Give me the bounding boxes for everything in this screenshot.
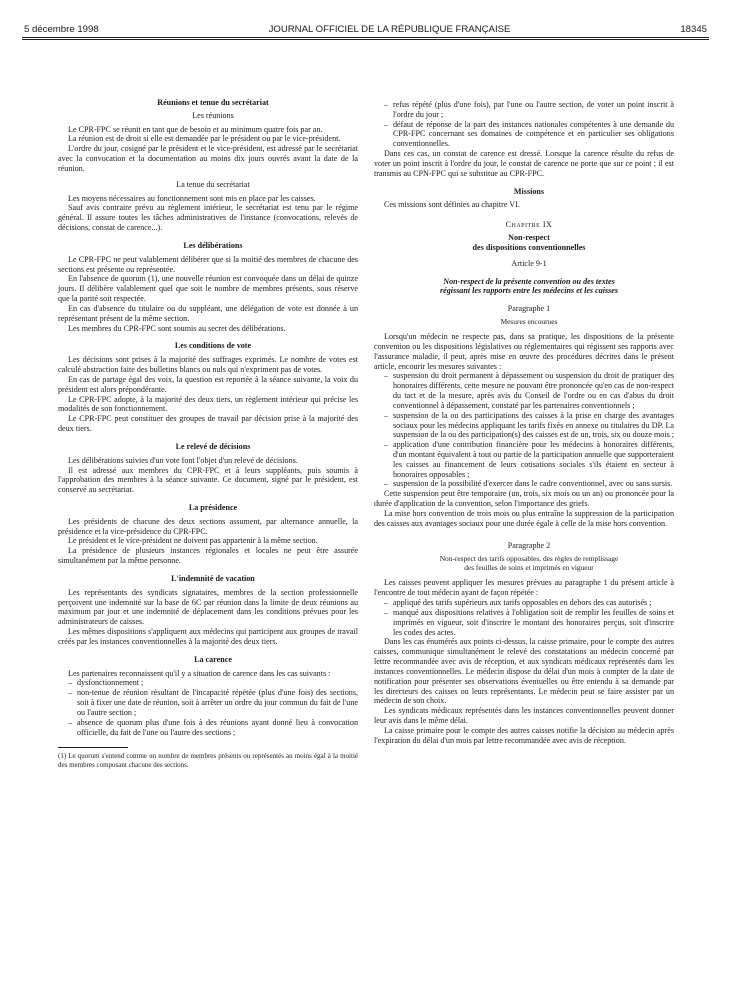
heading-deliberations: Les délibérations — [183, 240, 243, 250]
heading-releve: Le relevé de décisions — [175, 441, 251, 451]
paragraph: Les syndicats médicaux représentés dans les instances conventionnelles peuvent donner leur avis dans le même délai. — [374, 706, 674, 726]
paragraph: Cette suspension peut être temporaire (un, trois, six mois ou un an) ou prononcée pour la durée d'application de la convention, selon l'importance des griefs. — [374, 489, 674, 509]
heading-indemnite: L'indemnité de vacation — [171, 573, 255, 583]
heading-presidence: La présidence — [188, 502, 238, 512]
paragraph: Le CPR-FPC se réunit en tant que de besoin et au minimum quatre fois par an. — [68, 124, 323, 134]
paragraph: Les représentants des syndicats signataires, membres de la section professionnelle perçoivent une indemnité sur la base de 6C par réunion dans la limite de deux réunions au maximum par jour et une indemnité de déplacement dans les conditions prévues pour les administrateurs de caisses. — [58, 587, 358, 627]
paragraph-1-subtitle: Mesures encourues — [500, 317, 558, 327]
header-rule-top — [22, 37, 709, 38]
paragraph: Le président et le vice-président ne doivent pas appartenir à la même section. — [68, 536, 318, 546]
left-column — [58, 98, 358, 769]
list-item: – application d'une contribution financière pour les médecins à honoraires différents, d'un montant équivalent à tout ou partie de la participation annuelle que supporteraient les caisses au financement de leurs cotisations sociales s'ils étaient en secteur à honoraires opposables ; — [384, 440, 674, 479]
header-rule-bottom — [22, 39, 709, 40]
paragraph: L'ordre du jour, cosigné par le président et le vice-président, est adressé par le secrétariat avec la convocation et la documentation au moins dix jours ouvrés avant la date de la réunion. — [58, 144, 358, 173]
paragraph: Les délibérations suivies d'un vote font l'objet d'un relevé de décisions. — [68, 455, 298, 465]
chapter-title-line-2: des dispositions conventionnelles — [472, 242, 586, 252]
article-title-line-2: régissant les rapports entre les médecins et les caisses — [439, 286, 619, 296]
paragraph-2-subtitle-line-2: des feuilles de soins et imprimés en vigueur — [464, 563, 594, 573]
paragraph: Les partenaires reconnaissent qu'il y a situation de carence dans les cas suivants : — [68, 668, 331, 678]
list-item: – refus répété (plus d'une fois), par l'une ou l'autre section, de voter un point inscrit à l'ordre du jour ; — [384, 100, 674, 120]
paragraph-1-label: Paragraphe 1 — [507, 304, 551, 314]
paragraph: Dans les cas énumérés aux points ci-dessus, la caisse primaire, pour le compte des autres caisses, communique simultanément le relevé des constatations au médecin concerné par lettre recommandée avec avis de réception, et aux syndicats médicaux représentés dans les instances conventionnelles. Le médecin dispose du délai d'un mois à compter de la date de notification pour présenter ses observations éventuelles ou être entendu à sa demande par les directeurs des caisses ou leurs représentants. Le médecin peut se faire assister par un médecin de son choix. — [374, 637, 674, 706]
paragraph: Les présidents de chacune des deux sections assument, par alternance annuelle, la présidence et la vice-présidence du CPR-FPC. — [58, 516, 358, 536]
list-item: – suspension de la possibilité d'exercer dans le cadre conventionnel, avec ou sans sursis. — [384, 479, 674, 489]
paragraph: Lorsqu'un médecin ne respecte pas, dans sa pratique, les dispositions de la présente convention ou les dispositions législatives ou réglementaires qui régissent ses rapports avec l'assurance maladie, il peut, après mise en œuvre des procédures décrites dans le présent article, encourir les mesures suivantes : — [374, 332, 674, 371]
list-item: – absence de quorum plus d'une fois à des réunions ayant donné lieu à convocation officielle, du fait de l'une ou l'autre des sections ; — [68, 718, 358, 738]
subheading-tenue: La tenue du secrétariat — [176, 179, 250, 189]
paragraph: La réunion est de droit si elle est demandée par le président ou par le vice-président. — [68, 134, 341, 144]
paragraph: Les moyens nécessaires au fonctionnement sont mis en place par les caisses. — [68, 193, 316, 203]
article-label: Article 9-1 — [511, 258, 547, 268]
list-item: – appliqué des tarifs supérieurs aux tarifs opposables en dehors des cas autorisés ; — [384, 598, 674, 608]
list-item: – suspension de la ou des participations des caisses à la prise en charge des avantages sociaux pour les médecins appliquant les tarifs fixés en annexe ou titulaires du DP. La suspension de la ou des participation(s) des caisses est de un, trois, six ou douze mois ; — [384, 411, 674, 440]
heading-reunions: Réunions et tenue du secrétariat — [157, 98, 269, 107]
carence-list — [58, 678, 358, 737]
list-item: – suspension du droit permanent à dépassement ou suspension du droit de pratiquer des honoraires différents, cette mesure ne pouvant être prononcée qu'en cas de non-respect du tact et de la mesure, après avis du Conseil de l'ordre ou en cas d'abus du droit conventionnel à dépassement, constaté par les partenaires conventionnels ; — [384, 371, 674, 410]
subheading-reunions: Les réunions — [192, 110, 234, 120]
paragraph: Les mêmes dispositions s'appliquent aux médecins qui participent aux groupes de travail créés par les instances conventionnelles à la majorité des deux tiers. — [58, 627, 358, 646]
paragraph-2-label: Paragraphe 2 — [507, 540, 551, 550]
right-column — [374, 100, 674, 746]
heading-vote: Les conditions de vote — [174, 341, 252, 351]
paragraph: En cas d'absence du titulaire ou du suppléant, une délégation de vote est donnée à un représentant présent de la même section. — [58, 303, 358, 323]
paragraph: Ces missions sont définies au chapitre VI. — [384, 200, 520, 210]
heading-carence: La carence — [194, 654, 232, 664]
paragraph: Sauf avis contraire prévu au règlement intérieur, le secrétariat est tenu par le régime général. Il assure toutes les tâches administratives de l'instance (convocations, relevés de décisions, constat de carence...). — [58, 203, 358, 233]
paragraph: Il est adressé aux membres du CPR-FPC et à leurs suppléants, puis soumis à l'approbation des membres à la séance suivante. Ce document, signé par le président, est conservé au secrétariat. — [58, 465, 358, 495]
footnote-rule — [58, 747, 128, 748]
paragraph: Les membres du CPR-FPC sont soumis au secret des délibérations. — [68, 323, 286, 333]
article-title-line-1: Non-respect de la présente convention ou des textes — [443, 276, 615, 286]
chapter-title-line-1: Non-respect — [508, 233, 550, 243]
measures-list — [374, 371, 674, 489]
running-head — [24, 22, 707, 36]
paragraph: La caisse primaire pour le compte des autres caisses notifie la décision au médecin après l'expiration du délai d'un mois par lettre recommandée avec avis de réception. — [374, 725, 674, 745]
paragraph: Dans ces cas, un constat de carence est dressé. Lorsque la carence résulte du refus de voter un point inscrit à l'ordre du jour, le constat de carence ne porte que sur ce point ; il est transmis au CPN-FPC qui se substitue au CPR-FPC. — [374, 149, 674, 178]
page-number: 18345 — [680, 23, 707, 35]
tarifs-list — [374, 598, 674, 637]
paragraph: En cas de partage égal des voix, la question est reportée à la séance suivante, la voix du président est alors prépondérante. — [58, 374, 358, 394]
paragraph: La présidence de plusieurs instances régionales et locales ne peut être assurée simultanément par la même personne. — [58, 546, 358, 566]
journal-title: JOURNAL OFFICIEL DE LA RÉPUBLIQUE FRANÇAISE — [268, 23, 511, 35]
chapter-label: Chapitre IX — [505, 220, 553, 230]
paragraph: Les décisions sont prises à la majorité des suffrages exprimés. Le nombre de votes est calculé abstraction faite des bulletins blancs ou nuls qui n'expriment pas de votes. — [58, 355, 358, 375]
paragraph: Les caisses peuvent appliquer les mesures prévues au paragraphe 1 du présent article à l'encontre de tout médecin ayant de façon répétée : — [374, 578, 674, 598]
list-item: – manqué aux dispositions relatives à l'obligation soit de remplir les feuilles de soins et imprimés en vigueur, soit d'inscrire le montant des honoraires perçus, soit d'inscrire les codes des actes. — [384, 608, 674, 637]
list-item: – dysfonctionnement ; — [68, 678, 358, 688]
paragraph: Le CPR-FPC adopte, à la majorité des deux tiers, un règlement intérieur qui précise les modalités de son fonctionnement. — [58, 394, 358, 414]
heading-missions: Missions — [513, 186, 545, 196]
list-item: – non-tenue de réunion résultant de l'incapacité répétée (plus d'une fois) des sections, soit à fixer une date de réunion, soit à arrêter un ordre du jour commun du fait de l'une ou l'autre section ; — [68, 688, 358, 717]
list-item: – défaut de réponse de la part des instances nationales compétentes à une demande du CPR-FPC concernant ses domaines de compétence et en particulier ses obligations conventionnelles. — [384, 120, 674, 149]
paragraph: En l'absence de quorum (1), une nouvelle réunion est convoquée dans un délai de quinze jours. Il délibère valablement quel que soit le nombre de membres présents, sous réserve que la parité soit respectée. — [58, 274, 358, 304]
paragraph: Le CPR-FPC ne peut valablement délibérer que si la moitié des membres de chacune des sections est présente ou représentée. — [58, 254, 358, 274]
paragraph: La mise hors convention de trois mois ou plus entraîne la suppression de la participation des caisses aux avantages sociaux pour une durée égale à celle de la mise hors convention. — [374, 508, 674, 528]
paragraph-2-subtitle-line-1: Non-respect des tarifs opposables, des règles de remplissage — [439, 554, 619, 564]
issue-date: 5 décembre 1998 — [24, 23, 99, 35]
paragraph: Le CPR-FPC peut constituer des groupes de travail par décision prise à la majorité des deux tiers. — [58, 414, 358, 434]
footnote: (1) Le quorum s'entend comme un nombre de membres présents ou représentés au moins égal à la moitié des membres composant chacune des sections. — [58, 752, 358, 769]
carence-list-continued — [374, 100, 674, 149]
